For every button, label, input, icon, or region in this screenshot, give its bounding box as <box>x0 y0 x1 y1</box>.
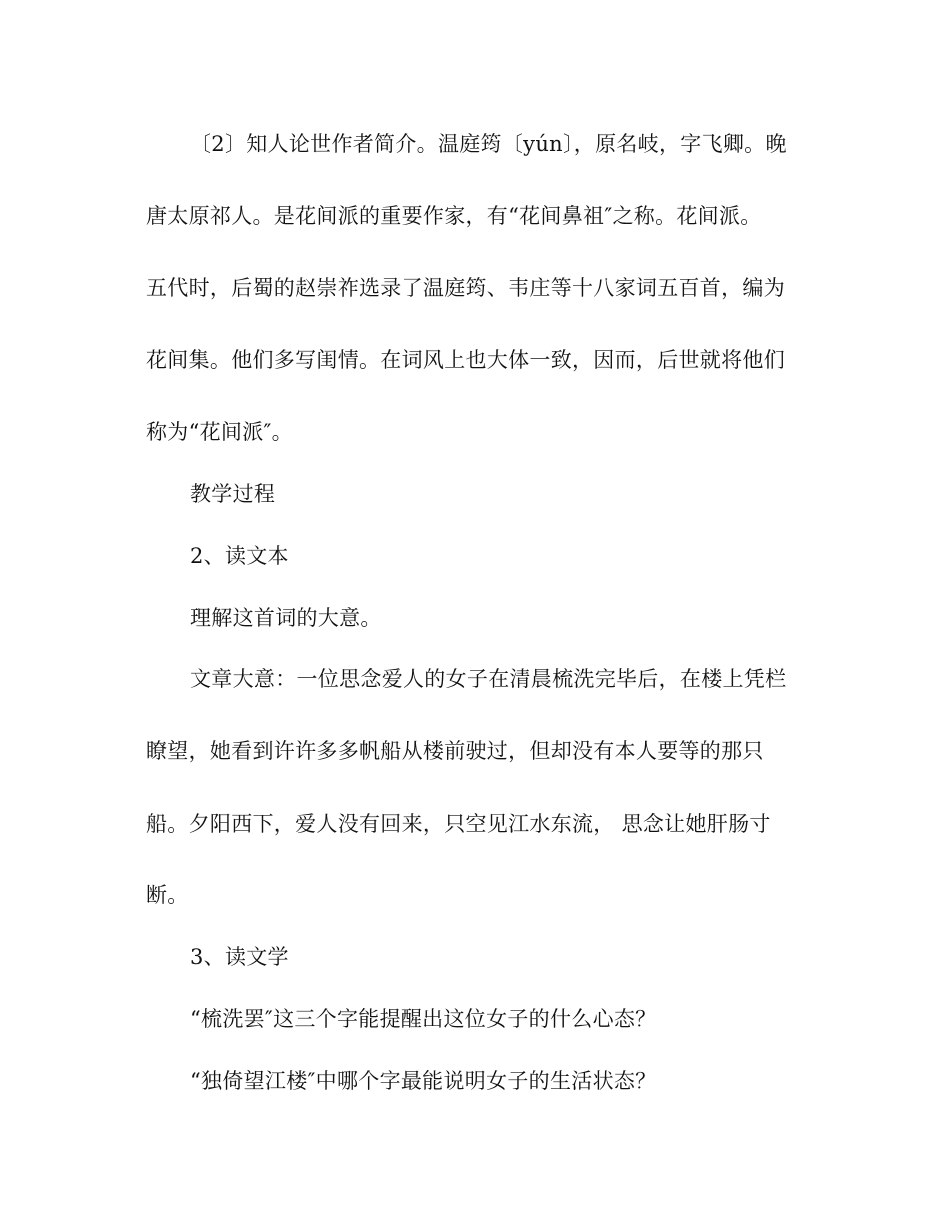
intro-line-5: 称为“花间派″。 <box>146 420 293 444</box>
intro-line-3: 五代时，后蜀的赵崇祚选录了温庭筠、韦庄等十八家词五百首，编为 <box>146 276 785 300</box>
step3-heading: 3、读文学 <box>190 945 289 969</box>
intro-line-4: 花间集。他们多写闺情。在词风上也大体一致，因而，后世就将他们 <box>146 348 785 372</box>
step2-summary-line-1: 文章大意：一位思念爱人的女子在清晨梳洗完毕后，在楼上凭栏 <box>190 667 787 691</box>
step3-question-2: “独倚望江楼″中哪个字最能说明女子的生活状态？ <box>190 1069 657 1093</box>
step3-question-1: “梳洗罢″这三个字能提醒出这位女子的什么心态？ <box>190 1007 657 1031</box>
step2-summary-line-4: 断。 <box>146 883 189 907</box>
step2-instruction: 理解这首词的大意。 <box>190 606 382 630</box>
section-heading: 教学过程 <box>190 482 276 506</box>
intro-line-1: 〔2〕知人论世作者简介。温庭筠〔yún〕，原名岐，字飞卿。晚 <box>190 132 787 156</box>
intro-line-2: 唐太原祁人。是花间派的重要作家，有“花间鼻祖″之称。花间派。 <box>146 204 762 228</box>
step2-summary-line-3: 船。夕阳西下，爱人没有回来，只空见江水东流， 思念让她肝肠寸 <box>146 812 771 836</box>
step2-summary-line-2: 瞭望，她看到许许多多帆船从楼前驶过，但却没有本人要等的那只 <box>146 739 764 763</box>
step2-heading: 2、读文本 <box>190 544 289 568</box>
